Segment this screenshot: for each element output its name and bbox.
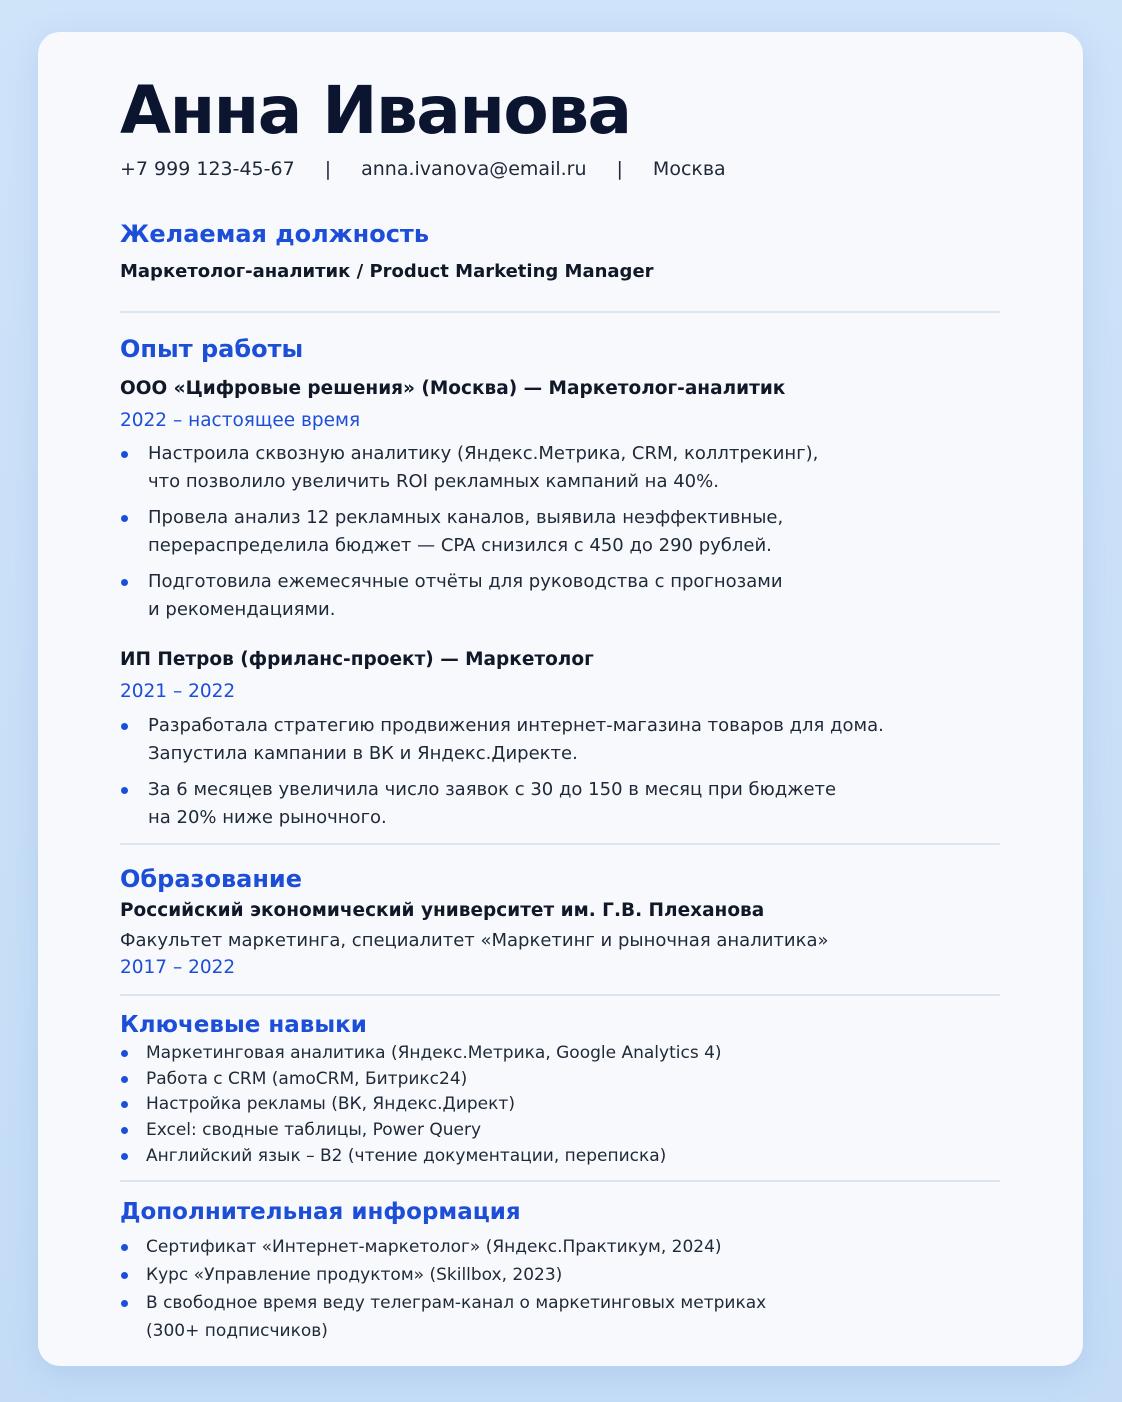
list-item-text: Настройка рекламы (ВК, Яндекс.Директ) [146,1094,515,1115]
section-divider [120,843,1000,845]
phone-text: +7 999 123-45-67 [120,158,295,180]
bullet-dot [121,1272,128,1279]
list-item-line: За 6 месяцев увеличила число заявок с 30 до 150 в месяц при бюджете [148,779,837,800]
list-item-text: Курс «Управление продуктом» (Skillbox, 2023) [146,1265,563,1285]
bullet-dot [121,723,128,730]
contact-line [120,158,726,180]
bullet-dot [121,1050,128,1057]
list-item [120,776,884,832]
education-period: 2017 – 2022 [120,957,236,978]
list-item-line: Настроила сквозную аналитику (Яндекс.Метрика, CRM, коллтрекинг), [148,443,819,464]
list-item [120,1144,722,1170]
list-item [120,1233,766,1261]
faculty-text: Факультет маркетинга, специалитет «Маркетинг и рыночная аналитика» [120,930,829,951]
bullet-dot [121,515,128,522]
city-text: Москва [652,158,726,180]
job-achievements [120,440,818,632]
list-item-text: Работа с CRM (amoCRM, Битрикс24) [146,1068,468,1089]
list-item-line: Разработала стратегию продвижения интернет-магазина товаров для дома. [148,715,884,736]
position-value: Маркетолог-аналитик / Product Marketing Manager [120,261,654,282]
section-divider [120,311,1000,313]
list-item-line: перераспределила бюджет — CPA снизился с 450 до 290 рублей. [148,535,772,556]
list-item [120,568,818,624]
list-item-line: что позволило увеличить ROI рекламных кампаний на 40%. [148,471,719,492]
bullet-dot [121,579,128,586]
email-text: anna.ivanova@email.ru [361,158,587,180]
job-period: 2021 – 2022 [120,681,236,702]
list-item [120,712,884,768]
section-title-education: Образование [120,865,303,893]
job-achievements [120,712,884,840]
resume-card [38,32,1083,1366]
bullet-dot [121,1076,128,1083]
section-title-additional: Дополнительная информация [120,1199,521,1225]
list-item [120,1092,722,1118]
bullet-dot [121,1244,128,1251]
job-period: 2022 – настоящее время [120,410,361,431]
list-item [120,440,818,496]
list-item [120,1041,722,1067]
list-item [120,1118,722,1144]
list-item-line: и рекомендациями. [148,599,336,620]
job-heading: ООО «Цифровые решения» (Москва) — Маркетолог-аналитик [120,378,786,399]
bullet-dot [121,1300,128,1307]
list-item-text: Маркетинговая аналитика (Яндекс.Метрика, Google Analytics 4) [146,1043,722,1063]
contact-separator: | [324,158,332,180]
list-item-text: Excel: сводные таблицы, Power Query [146,1120,482,1141]
section-divider [120,1180,1000,1182]
list-item [120,1289,766,1345]
list-item-line: Подготовила ежемесячные отчёты для руководства с прогнозами [148,571,783,592]
job-heading: ИП Петров (фриланс-проект) — Маркетолог [120,649,594,670]
bullet-dot [121,1153,128,1160]
list-item [120,504,818,560]
list-item-line: Запустила кампании в ВК и Яндекс.Директе. [148,743,578,764]
list-item [120,1261,766,1289]
bullet-dot [121,1101,128,1108]
skills-list [120,1041,722,1170]
list-item-text: Английский язык – B2 (чтение документации, переписка) [146,1145,667,1166]
university-name: Российский экономический университет им. Г.В. Плеханова [120,900,765,921]
section-divider [120,994,1000,996]
list-item-line: на 20% ниже рыночного. [148,807,387,828]
section-title-skills: Ключевые навыки [120,1012,367,1038]
list-item-text: Сертификат «Интернет-маркетолог» (Яндекс.Практикум, 2024) [146,1237,722,1257]
bullet-dot [121,787,128,794]
candidate-name: Анна Иванова [120,72,631,149]
list-item-line: (300+ подписчиков) [146,1321,328,1341]
section-title-experience: Опыт работы [120,335,304,363]
bullet-dot [121,1127,128,1134]
section-title-position: Желаемая должность [120,220,429,248]
list-item-line: Провела анализ 12 рекламных каналов, выявила неэффективные, [148,507,784,528]
list-item [120,1067,722,1093]
contact-separator: | [616,158,623,180]
bullet-dot [121,451,128,458]
additional-list [120,1233,766,1345]
list-item-line: В свободное время веду телеграм-канал о маркетинговых метриках [146,1293,767,1313]
